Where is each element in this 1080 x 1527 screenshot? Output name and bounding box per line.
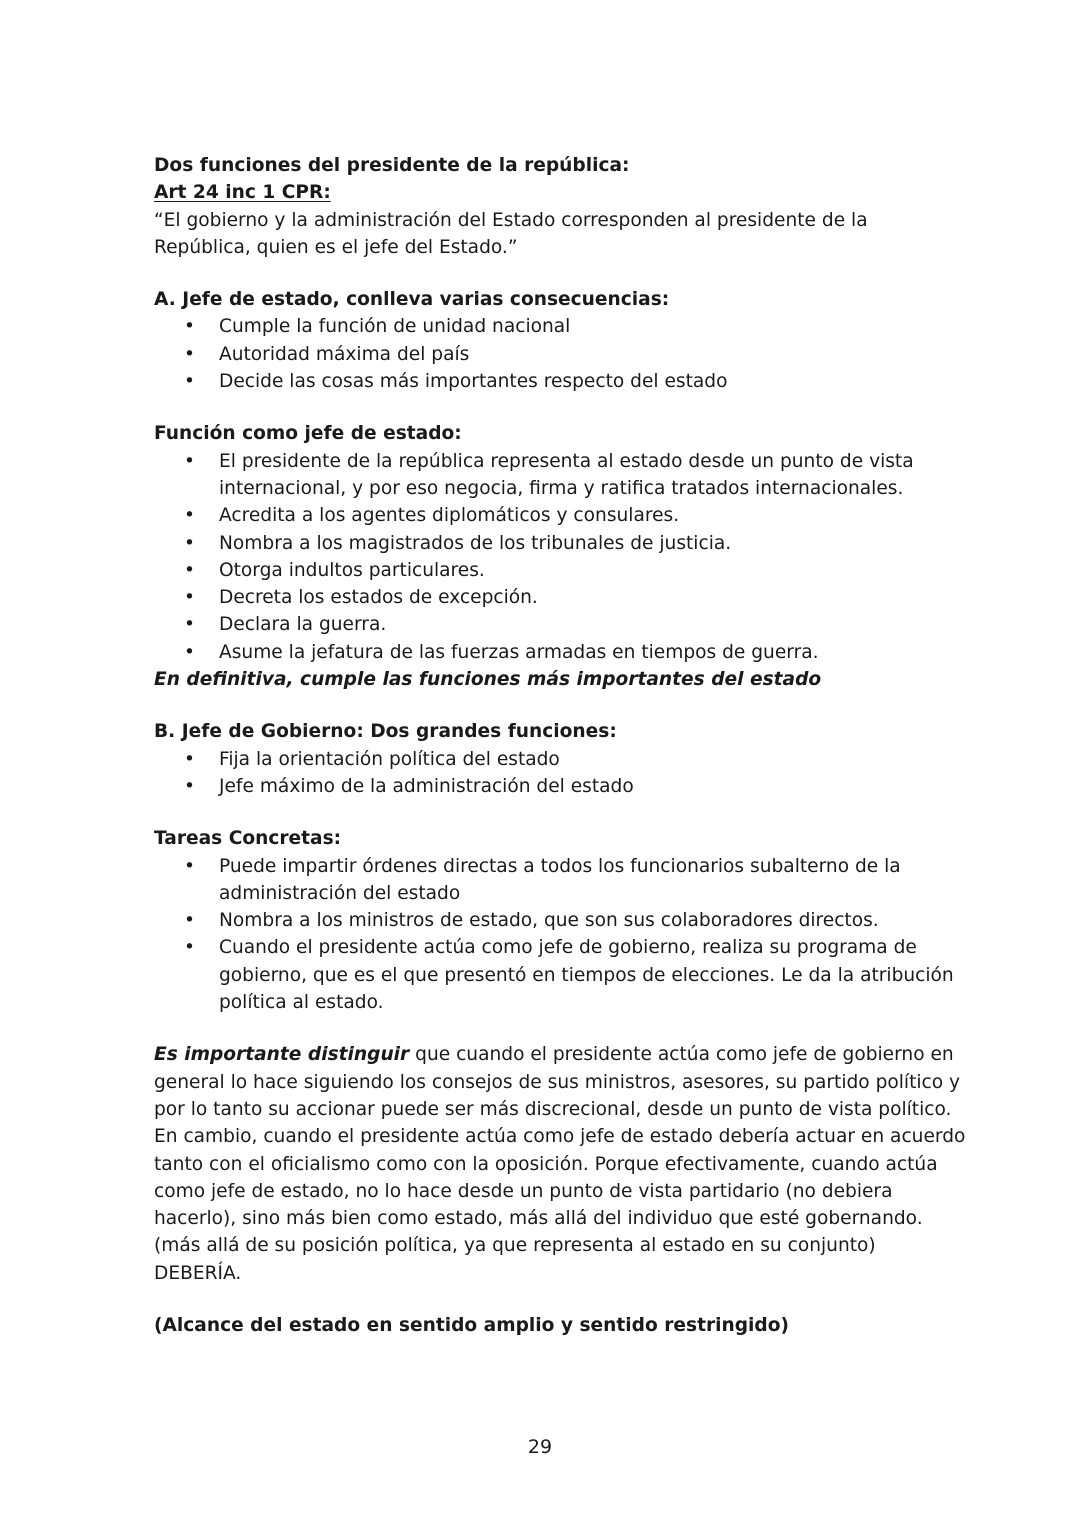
paragraph-line: DEBERÍA.	[154, 1262, 242, 1284]
list-item-line: internacional, y por eso negocia, firma y ratifica tratados internacionales.	[219, 477, 904, 499]
list-item: • Nombra a los magistrados de los tribunales de justicia.	[154, 530, 934, 557]
section-b-title: B. Jefe de Gobierno: Dos grandes funciones:	[154, 721, 617, 743]
paragraph-line: (más allá de su posición política, ya que representa al estado en su conjunto)	[154, 1235, 876, 1257]
page-number: 29	[527, 1436, 553, 1458]
document-page	[154, 152, 966, 1339]
distinction-paragraph	[154, 1041, 966, 1287]
emphasis-lead: Es importante distinguir	[154, 1044, 410, 1066]
paragraph-text: que cuando el presidente actúa como jefe de gobierno en	[409, 1044, 954, 1066]
paragraph-line: general lo hace siguiendo los consejos de sus ministros, asesores, su partido político y	[154, 1071, 961, 1093]
list-item: • Nombra a los ministros de estado, que son sus colaboradores directos.	[154, 907, 934, 934]
list-item	[154, 853, 934, 908]
list-item: • Jefe máximo de la administración del estado	[154, 773, 934, 800]
list-item-line: administración del estado	[219, 882, 461, 904]
funcion-jefe-estado-title: Función como jefe de estado:	[154, 423, 462, 445]
tareas-title: Tareas Concretas:	[154, 828, 342, 850]
paragraph-line	[154, 1041, 954, 1068]
list-item: • Decreta los estados de excepción.	[154, 584, 934, 611]
closing-note: (Alcance del estado en sentido amplio y sentido restringido)	[154, 1314, 790, 1336]
section-a-list	[154, 313, 934, 395]
paragraph-line: hacerlo), sino más bien como estado, más allá del individuo que esté gobernando.	[154, 1208, 923, 1230]
list-item: • Acredita a los agentes diplomáticos y consulares.	[154, 502, 934, 529]
list-item-line: • Puede impartir órdenes directas a todos los funcionarios subalterno de la	[219, 855, 901, 877]
list-item: • Asume la jefatura de las fuerzas armadas en tiempos de guerra.	[154, 639, 934, 666]
paragraph-line: En cambio, cuando el presidente actúa como jefe de estado debería actuar en acuerdo	[154, 1126, 966, 1148]
list-item	[154, 448, 934, 503]
quote-block	[154, 207, 934, 262]
list-item: • Otorga indultos particulares.	[154, 557, 934, 584]
list-item: • Cumple la función de unidad nacional	[154, 313, 934, 340]
quote-line: “El gobierno y la administración del Estado corresponden al presidente de la	[154, 209, 868, 231]
list-item	[154, 934, 954, 1016]
list-item-line: • El presidente de la república representa al estado desde un punto de vista	[219, 450, 914, 472]
list-item: • Autoridad máxima del país	[154, 341, 934, 368]
section-heading: Dos funciones del presidente de la república:	[154, 155, 630, 176]
list-item: • Decide las cosas más importantes respecto del estado	[154, 368, 934, 395]
section-b-list	[154, 746, 934, 801]
funcion-jefe-estado-list	[154, 448, 934, 666]
section-a-title: A. Jefe de estado, conlleva varias consecuencias:	[154, 289, 670, 311]
tareas-list	[154, 853, 954, 1017]
quote-line: República, quien es el jefe del Estado.”	[154, 236, 518, 258]
list-item-line: • Cuando el presidente actúa como jefe de gobierno, realiza su programa de	[219, 937, 917, 959]
list-item: • Fija la orientación política del estado	[154, 746, 934, 773]
conclusion-text: En definitiva, cumple las funciones más importantes del estado	[154, 669, 822, 691]
list-item-line: política al estado.	[219, 992, 384, 1014]
paragraph-line: como jefe de estado, no lo hace desde un punto de vista partidario (no debiera	[154, 1180, 893, 1202]
article-reference: Art 24 inc 1 CPR:	[154, 182, 331, 204]
paragraph-line: por lo tanto su accionar puede ser más discrecional, desde un punto de vista político.	[154, 1098, 952, 1120]
list-item: • Declara la guerra.	[154, 611, 934, 638]
paragraph-line: tanto con el oficialismo como con la oposición. Porque efectivamente, cuando actúa	[154, 1153, 938, 1175]
list-item-line: gobierno, que es el que presentó en tiempos de elecciones. Le da la atribución	[219, 964, 954, 986]
